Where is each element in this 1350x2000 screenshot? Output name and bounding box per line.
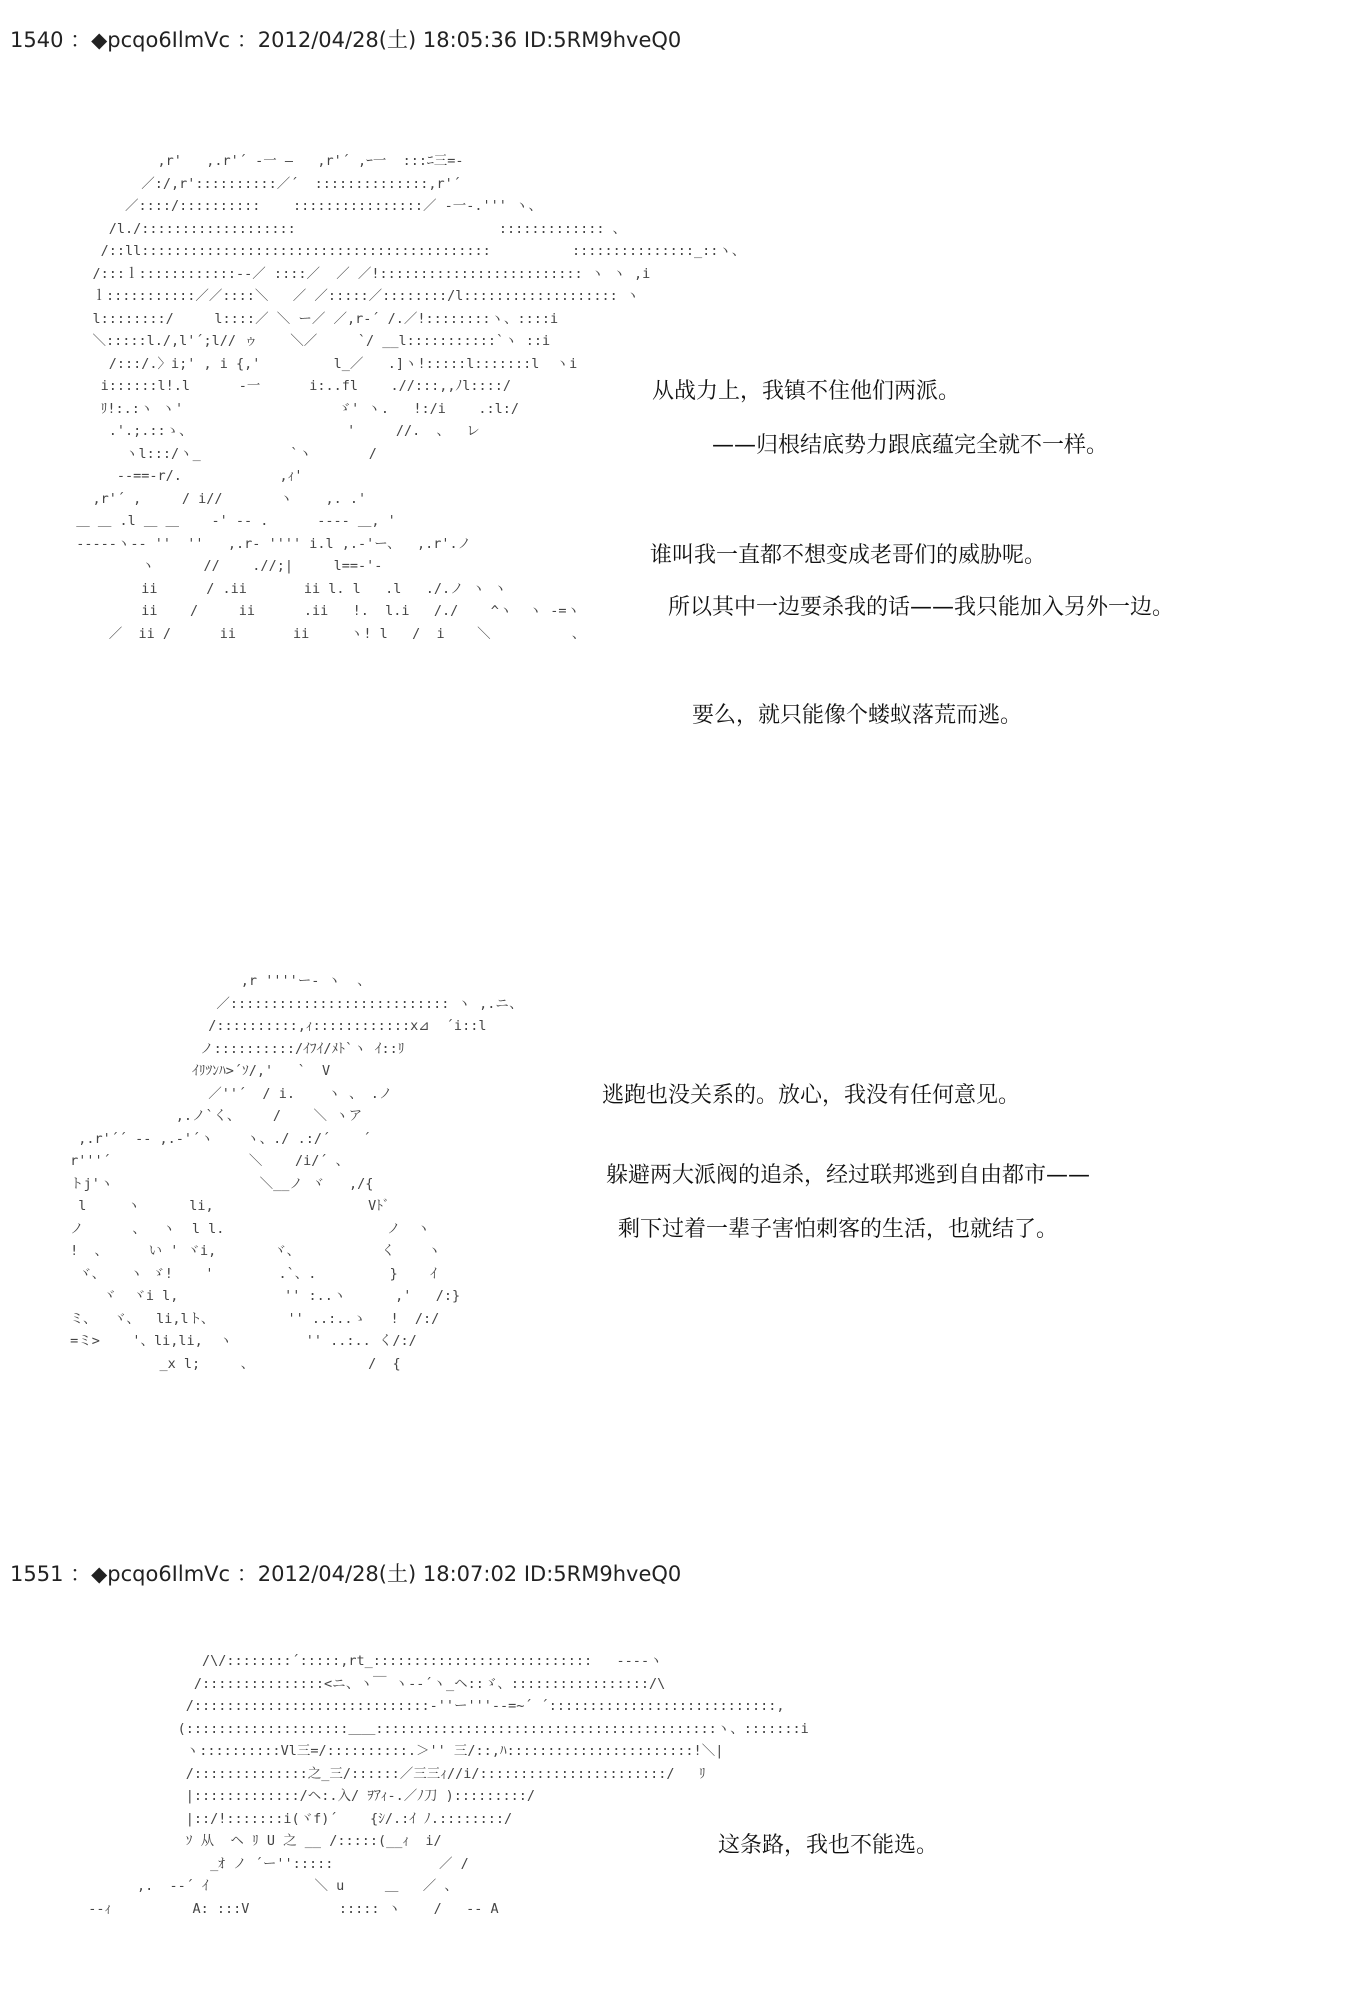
dialogue-line: 逃跑也没关系的。放心，我没有任何意见。 <box>602 1083 1021 1108</box>
dialogue-line: 所以其中一边要杀我的话——我只能加入另外一边。 <box>668 595 1175 620</box>
dialogue-line: 躲避两大派阀的追杀，经过联邦逃到自由都市—— <box>606 1163 1091 1188</box>
ascii-art-figure: ,r ''''ー‐ ヽ 、 ／::::::::::::::::::::::::::: ヽ ,.ニ、 /::::::::::,ｨ::::::::::::x⊿ ´i::l ノ::::::::::/ｲﾌｲ/ﾒﾄ`ヽ ｲ::ﾘ ｲﾘﾂﾝﾊ>´ｿ/,' ` V ／''´ / i. ヽ 、 .ノ ,.ノ`く、 / ＼ ヽア ,.r'´´ ‐‐ ,.‐'´ヽ ヽ、./ .:/´ ´ r'''´ ＼ /i/´ 、 トj'ヽ ＼__ノ ヾ ,/{ l ヽ li, Vﾄﾞ ノ 、 ヽ l l. ノ ヽ ! 、 い ' ヾi, ヾ、 く ヽ ヾ、 ヽ ゞ! ' .`、. } ｲ ヾ ヾi l, '' :..ヽ ,' /:} ミ、 ヾ、 li,lト、 '' ..:..ゝ ! /:/ =ミ> '、li,li, ヽ '' ..:.. く/:/ _x l; 、 / { <box>70 973 523 1372</box>
ascii-art-figure: ,r' ,.r'´ ‐一 ― ,r'´ ,ｰ一 :::ﾆ三=- ／:/,r'::::::::::／´ ::::::::::::::,r'´ ／::::/:::::::::: ::::::::::::::::／ ‐一-.''' ヽ、 /l./::::::::::::::::::: ::::::::::::: 、 /::ll::::::::::::::::::::::::::::::::::::::::::: :::::::::::::::_::ヽ、 /:::ｌ::::::::::::-‐／ ::::／ ／ ／!::::::::::::::::::::::::: ヽ ヽ ,i ｌ:::::::::::／／::::＼ ／ ／:::::／::::::::/l::::::::::::::::::: ヽ l::::::::/ l::::／ ＼ ー／ ／,r‐´ /.／!::::::::ヽ、::::i ＼:::::l./,l'´;l// ゥ ＼／ `/ __l:::::::::::`ヽ ::i /:::/.〉i;' , i {,' l_／ .]ヽ!:::::l:::::::l ヽi i::::::l!.l ‐一 i:..fl .//:::,,ﾉl::::/ ﾘ!:.:ヽ ヽ' ゞ' ヽ. !:/i .:l:/ .'.;.::ゝ、 ' //. 、 レ ヽl:::/ヽ_ `ヽ / ‐-==‐r/. ,ｨ' ,r'´ , / i// ヽ ,. .' ＿ ＿ .l ＿ ＿ ‐' ‐‐ . ‐‐-- ＿, ' ‐‐‐‐‐ヽ‐‐ '' '' ,.r‐ '''' i.l ,.‐'ー、 ,.r'.ノ ヽ // .//;| l==‐'‐ ii / .ii ii l. l .l ./.ノ ヽ ヽ ii / ii .ii !. l.i /./ ^ヽ ヽ ‐=ヽ ／ ii / ii ii ヽ! l / i ＼ 、 <box>76 153 746 642</box>
post-header: 1551 ：◆pcqo6IlmVc ：2012/04/28(土) 18:07:02 ID:5RM9hveQ0 <box>10 1562 682 1586</box>
dialogue-line: 这条路，我也不能选。 <box>718 1833 939 1858</box>
dialogue-line: ——归根结底势力跟底蕴完全就不一样。 <box>712 433 1109 458</box>
dialogue-line: 剩下过着一辈子害怕刺客的生活，也就结了。 <box>618 1217 1059 1242</box>
ascii-art-figure: /\/::::::::´:::::,rt_::::::::::::::::::::::::::: ‐‐‐‐ヽ /:::::::::::::::<ニ、ヽ￣ ヽ‐-´ヽ_ヘ::ゞ、:::::::::::::::::/\ /:::::::::::::::::::::::::::::‐''ー'''‐‐=~´ ´::::::::::::::::::::::::::::, (::::::::::::::::::::＿＿::::::::::::::::::::::::::::::::::::::::::ヽ、:::::::i ヽ::::::::::Vl三=/::::::::::.＞'' 三/::,ﾊ:::::::::::::::::::::::!＼| /::::::::::::::之_三/::::::／三三ｨ//i/:::::::::::::::::::::::/ ﾘ |:::::::::::::/ヘ:.入/ ｦｱｨ‐.／ﾉ刀 ):::::::::/ |::/!:::::::i(ヾf)´ {ｼ/.:ｲ ﾉ.::::::::/ ｿ 从 ヘ ﾘ U 之 __ /:::::(__ｨ i/ _ｵ ノ ´ー''::::: ／ / ,. -‐´ ｲ ＼ u ＿ ／ 、 ‐‐ｨ A: :::V ::::: ヽ / ‐‐ A <box>88 1653 809 1917</box>
post-header: 1540 ：◆pcqo6IlmVc ：2012/04/28(土) 18:05:36 ID:5RM9hveQ0 <box>10 28 682 52</box>
dialogue-line: 要么，就只能像个蝼蚁落荒而逃。 <box>692 703 1023 728</box>
dialogue-line: 谁叫我一直都不想变成老哥们的威胁呢。 <box>650 543 1047 568</box>
dialogue-line: 从战力上，我镇不住他们两派。 <box>652 379 961 404</box>
